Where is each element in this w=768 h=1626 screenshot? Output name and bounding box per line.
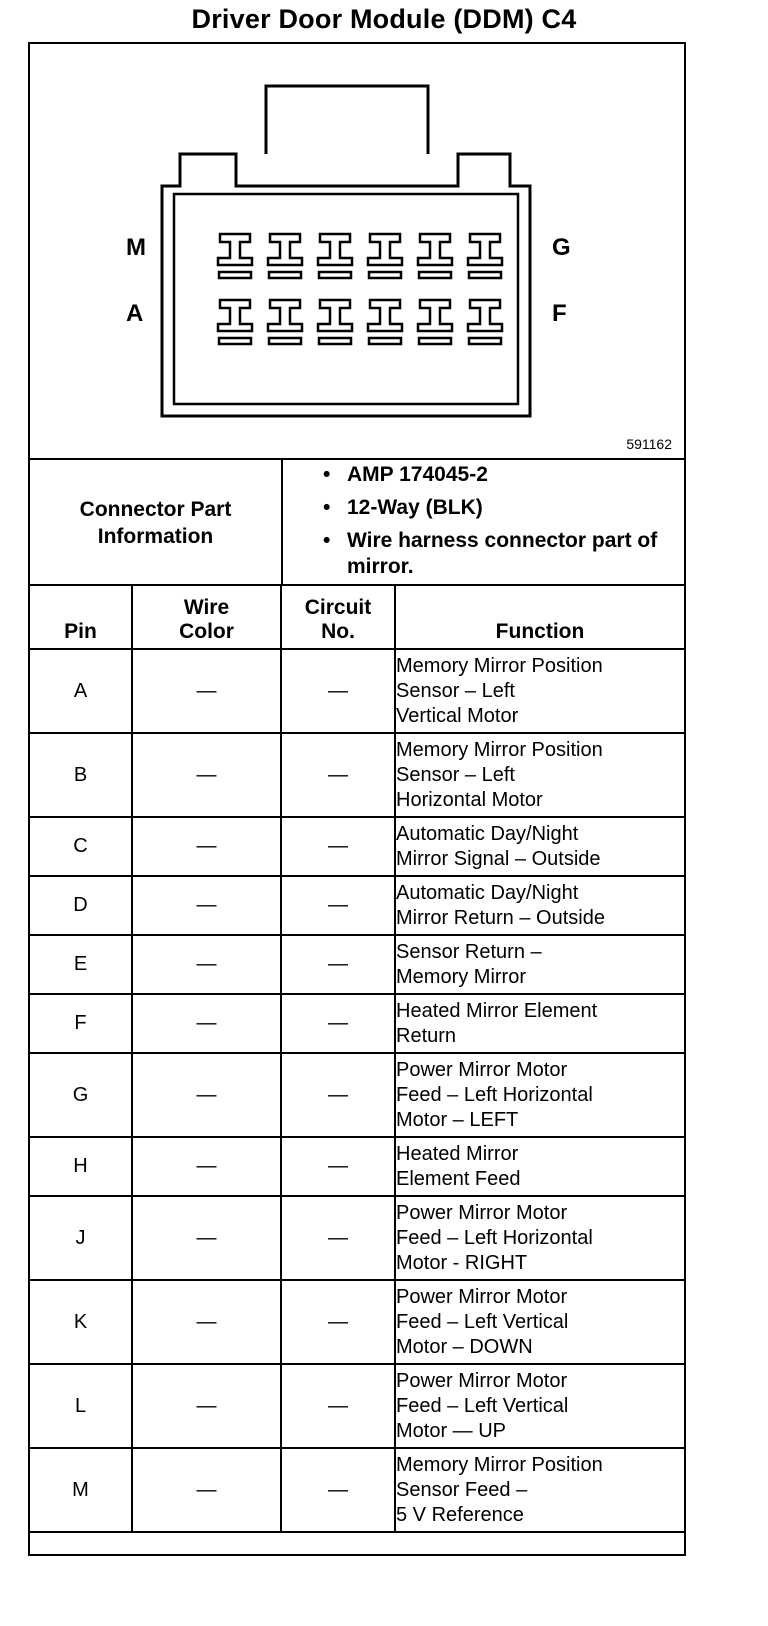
function-cell [395, 1053, 684, 1137]
wire-color-cell: — [132, 876, 281, 935]
function-line: 5 V Reference [396, 1503, 524, 1526]
pin-cell: M [30, 1448, 132, 1532]
table-row [30, 994, 684, 1053]
function-cell [395, 1448, 684, 1532]
function-cell [395, 733, 684, 817]
row-label-top-right: G [552, 234, 571, 261]
connector-sheet [28, 42, 686, 1556]
wire-color-cell: — [132, 1280, 281, 1364]
table-row [30, 1364, 684, 1448]
terminal-cavity [268, 300, 302, 344]
terminal-cavity [318, 300, 352, 344]
function-line: Power Mirror Motor [396, 1201, 568, 1224]
header-wire-color: Wire Color [132, 585, 281, 649]
wire-color-cell: — [132, 994, 281, 1053]
connector-info-item: • AMP 174045-2 [283, 462, 683, 488]
circuit-no-cell: — [281, 1053, 395, 1137]
row-label-top-left: M [126, 234, 146, 261]
pin-cell: F [30, 994, 132, 1053]
table-row [30, 1137, 684, 1196]
function-line: Horizontal Motor [396, 788, 543, 811]
circuit-no-cell: — [281, 1364, 395, 1448]
function-line: Element Feed [396, 1167, 521, 1190]
page-title: Driver Door Module (DDM) C4 [191, 4, 577, 34]
connector-info-list [283, 462, 683, 587]
wire-color-cell: — [132, 1364, 281, 1448]
circuit-no-cell: — [281, 733, 395, 817]
function-line: Memory Mirror Position [396, 1453, 603, 1476]
wire-color-cell: — [132, 1053, 281, 1137]
function-cell [395, 1137, 684, 1196]
header-circuit-no: Circuit No. [281, 585, 395, 649]
header-pin: Pin [30, 585, 132, 649]
function-line: Sensor Feed – [396, 1478, 528, 1501]
header-function: Function [395, 585, 684, 649]
function-line: Motor — UP [396, 1419, 507, 1442]
function-line: Automatic Day/Night [396, 881, 579, 904]
pin-table [30, 584, 684, 1533]
row-label-bottom-right: F [552, 300, 567, 327]
figure-code: 591162 [626, 436, 672, 452]
table-row [30, 1448, 684, 1532]
function-line: Power Mirror Motor [396, 1058, 568, 1081]
function-line: Automatic Day/Night [396, 822, 579, 845]
wire-color-cell: — [132, 649, 281, 733]
wire-color-cell: — [132, 1448, 281, 1532]
wire-color-cell: — [132, 1137, 281, 1196]
function-line: Feed – Left Vertical [396, 1394, 569, 1417]
terminal-cavity [468, 300, 502, 344]
circuit-no-cell: — [281, 1196, 395, 1280]
pin-cell: J [30, 1196, 132, 1280]
function-line: Feed – Left Horizontal [396, 1226, 593, 1249]
pin-cell: E [30, 935, 132, 994]
function-cell [395, 817, 684, 876]
connector-info-label [30, 460, 283, 586]
function-line: Sensor – Left [396, 679, 515, 702]
circuit-no-cell: — [281, 994, 395, 1053]
pin-cell: L [30, 1364, 132, 1448]
function-cell [395, 935, 684, 994]
wire-color-cell: — [132, 1196, 281, 1280]
connector-info-item: • 12-Way (BLK) [283, 495, 683, 521]
terminal-cavity [468, 234, 502, 278]
connector-info-label-line2: Information [97, 525, 214, 548]
pin-cell: G [30, 1053, 132, 1137]
connector-info-item: • Wire harness connector part of mirror. [283, 528, 683, 580]
function-line: Motor - RIGHT [396, 1251, 528, 1274]
function-cell [395, 994, 684, 1053]
table-row [30, 733, 684, 817]
circuit-no-cell: — [281, 935, 395, 994]
terminal-cavity [218, 300, 252, 344]
function-cell [395, 1364, 684, 1448]
terminal-cavity [368, 234, 402, 278]
function-line: Feed – Left Horizontal [396, 1083, 593, 1106]
pin-cell: B [30, 733, 132, 817]
table-row [30, 876, 684, 935]
connector-diagram [30, 44, 684, 458]
function-line: Motor – LEFT [396, 1108, 519, 1131]
function-line: Power Mirror Motor [396, 1285, 568, 1308]
circuit-no-cell: — [281, 1280, 395, 1364]
function-line: Heated Mirror [396, 1142, 519, 1165]
function-line: Mirror Signal – Outside [396, 847, 601, 870]
function-line: Motor – DOWN [396, 1335, 533, 1358]
function-cell [395, 649, 684, 733]
function-line: Memory Mirror Position [396, 738, 603, 761]
table-header-row [30, 585, 684, 649]
function-line: Memory Mirror Position [396, 654, 603, 677]
function-line: Return [396, 1024, 457, 1047]
wire-color-cell: — [132, 733, 281, 817]
circuit-no-cell: — [281, 1448, 395, 1532]
connector-info-label-line1: Connector Part [79, 498, 232, 521]
table-row [30, 1053, 684, 1137]
terminal-cavity [368, 300, 402, 344]
table-row [30, 935, 684, 994]
pin-cell: A [30, 649, 132, 733]
function-line: Power Mirror Motor [396, 1369, 568, 1392]
terminal-cavity [318, 234, 352, 278]
circuit-no-cell: — [281, 1137, 395, 1196]
function-cell [395, 1196, 684, 1280]
function-cell [395, 876, 684, 935]
table-row [30, 1280, 684, 1364]
circuit-no-cell: — [281, 876, 395, 935]
pin-cell: K [30, 1280, 132, 1364]
terminal-cavities [218, 234, 502, 344]
table-row [30, 649, 684, 733]
function-line: Mirror Return – Outside [396, 906, 605, 929]
function-line: Sensor Return – [396, 940, 542, 963]
pin-cell: C [30, 817, 132, 876]
function-line: Heated Mirror Element [396, 999, 598, 1022]
terminal-cavity [418, 234, 452, 278]
row-label-bottom-left: A [126, 300, 144, 327]
connector-latch [266, 86, 428, 154]
circuit-no-cell: — [281, 649, 395, 733]
pin-cell: H [30, 1137, 132, 1196]
terminal-cavity [268, 234, 302, 278]
connector-part-information [30, 458, 684, 586]
wire-color-cell: — [132, 817, 281, 876]
terminal-cavity [218, 234, 252, 278]
function-line: Memory Mirror [396, 965, 526, 988]
function-line: Sensor – Left [396, 763, 515, 786]
table-row [30, 817, 684, 876]
table-row [30, 1196, 684, 1280]
terminal-cavity [418, 300, 452, 344]
function-line: Vertical Motor [396, 704, 519, 727]
function-cell [395, 1280, 684, 1364]
pin-cell: D [30, 876, 132, 935]
function-line: Feed – Left Vertical [396, 1310, 569, 1333]
circuit-no-cell: — [281, 817, 395, 876]
wire-color-cell: — [132, 935, 281, 994]
